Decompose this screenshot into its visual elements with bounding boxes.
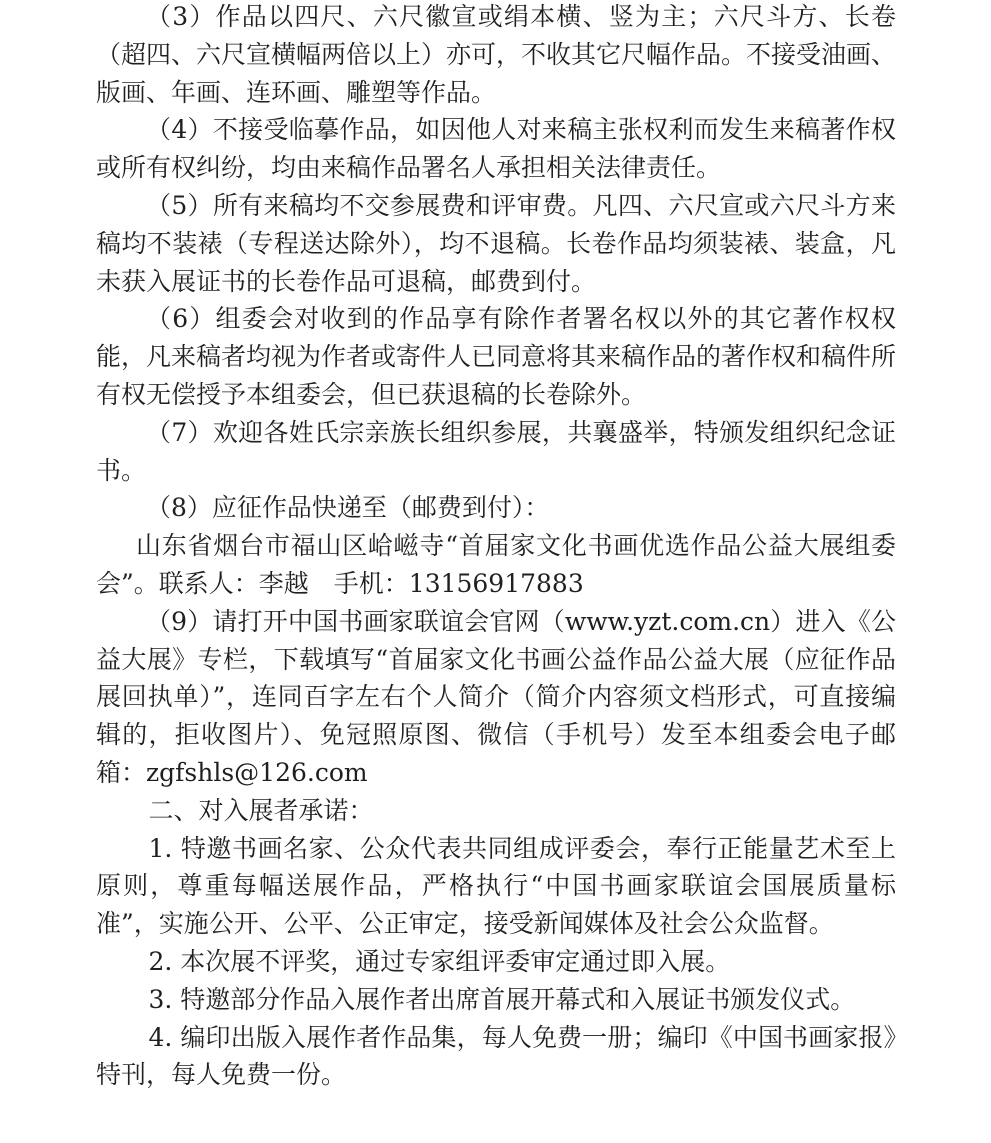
clause-5-paragraph: （5）所有来稿均不交参展费和评审费。凡四、六尺宣或六尺斗方来稿均不装裱（专程送达除外），均不退稿。长卷作品均须装裱、装盒，凡未获入展证书的长卷作品可退稿，邮费到付。	[96, 190, 896, 296]
commitment-4-paragraph: 4. 编印出版入展作者作品集，每人免费一册；编印《中国书画家报》特刊，每人免费一份。	[96, 1022, 896, 1090]
section-heading-commitments: 二、对入展者承诺：	[148, 795, 374, 825]
clause-7-paragraph: （7）欢迎各姓氏宗亲族长组织参展，共襄盛举，特颁发组织纪念证书。	[96, 417, 896, 485]
commitment-2-paragraph: 2. 本次展不评奖，通过专家组评委审定通过即入展。	[148, 946, 731, 976]
commitment-1-paragraph: 1. 特邀书画名家、公众代表共同组成评委会，奉行正能量艺术至上原则，尊重每幅送展作品，严格执行“中国书画家联谊会国展质量标准”，实施公开、公平、公正审定，接受新闻媒体及社会公众监督。	[96, 833, 896, 939]
clause-4-paragraph: （4）不接受临摹作品，如因他人对来稿主张权利而发生来稿著作权或所有权纠纷，均由来稿作品署名人承担相关法律责任。	[96, 115, 896, 183]
clause-8-paragraph: （8）应征作品快递至（邮费到付）：	[146, 493, 550, 523]
clause-3-paragraph: （3）作品以四尺、六尺徽宣或绢本横、竖为主；六尺斗方、长卷（超四、六尺宣横幅两倍以上）亦可，不收其它尺幅作品。不接受油画、版画、年画、连环画、雕塑等作品。	[96, 2, 897, 107]
document-body	[96, 0, 896, 1094]
mailing-address-paragraph: 山东省烟台市福山区峆嵫寺“首届家文化书画优选作品公益大展组委会”。联系人：李越 手机：13156917883	[96, 531, 896, 598]
clause-9-paragraph: （9）请打开中国书画家联谊会官网（www.yzt.com.cn）进入《公益大展》专栏，下载填写“首届家文化书画公益作品公益大展（应征作品展回执单）”，连同百字左右个人简介（简介内容须文档形式，可直接编辑的，拒收图片）、免冠照原图、微信（手机号）发至本组委会电子邮箱：zgfshls@126.com	[96, 606, 896, 787]
clause-6-paragraph: （6）组委会对收到的作品享有除作者署名权以外的其它著作权权能，凡来稿者均视为作者或寄件人已同意将其来稿作品的著作权和稿件所有权无偿授予本组委会，但已获退稿的长卷除外。	[96, 304, 897, 409]
commitment-3-paragraph: 3. 特邀部分作品入展作者出席首展开幕式和入展证书颁发仪式。	[148, 984, 856, 1014]
